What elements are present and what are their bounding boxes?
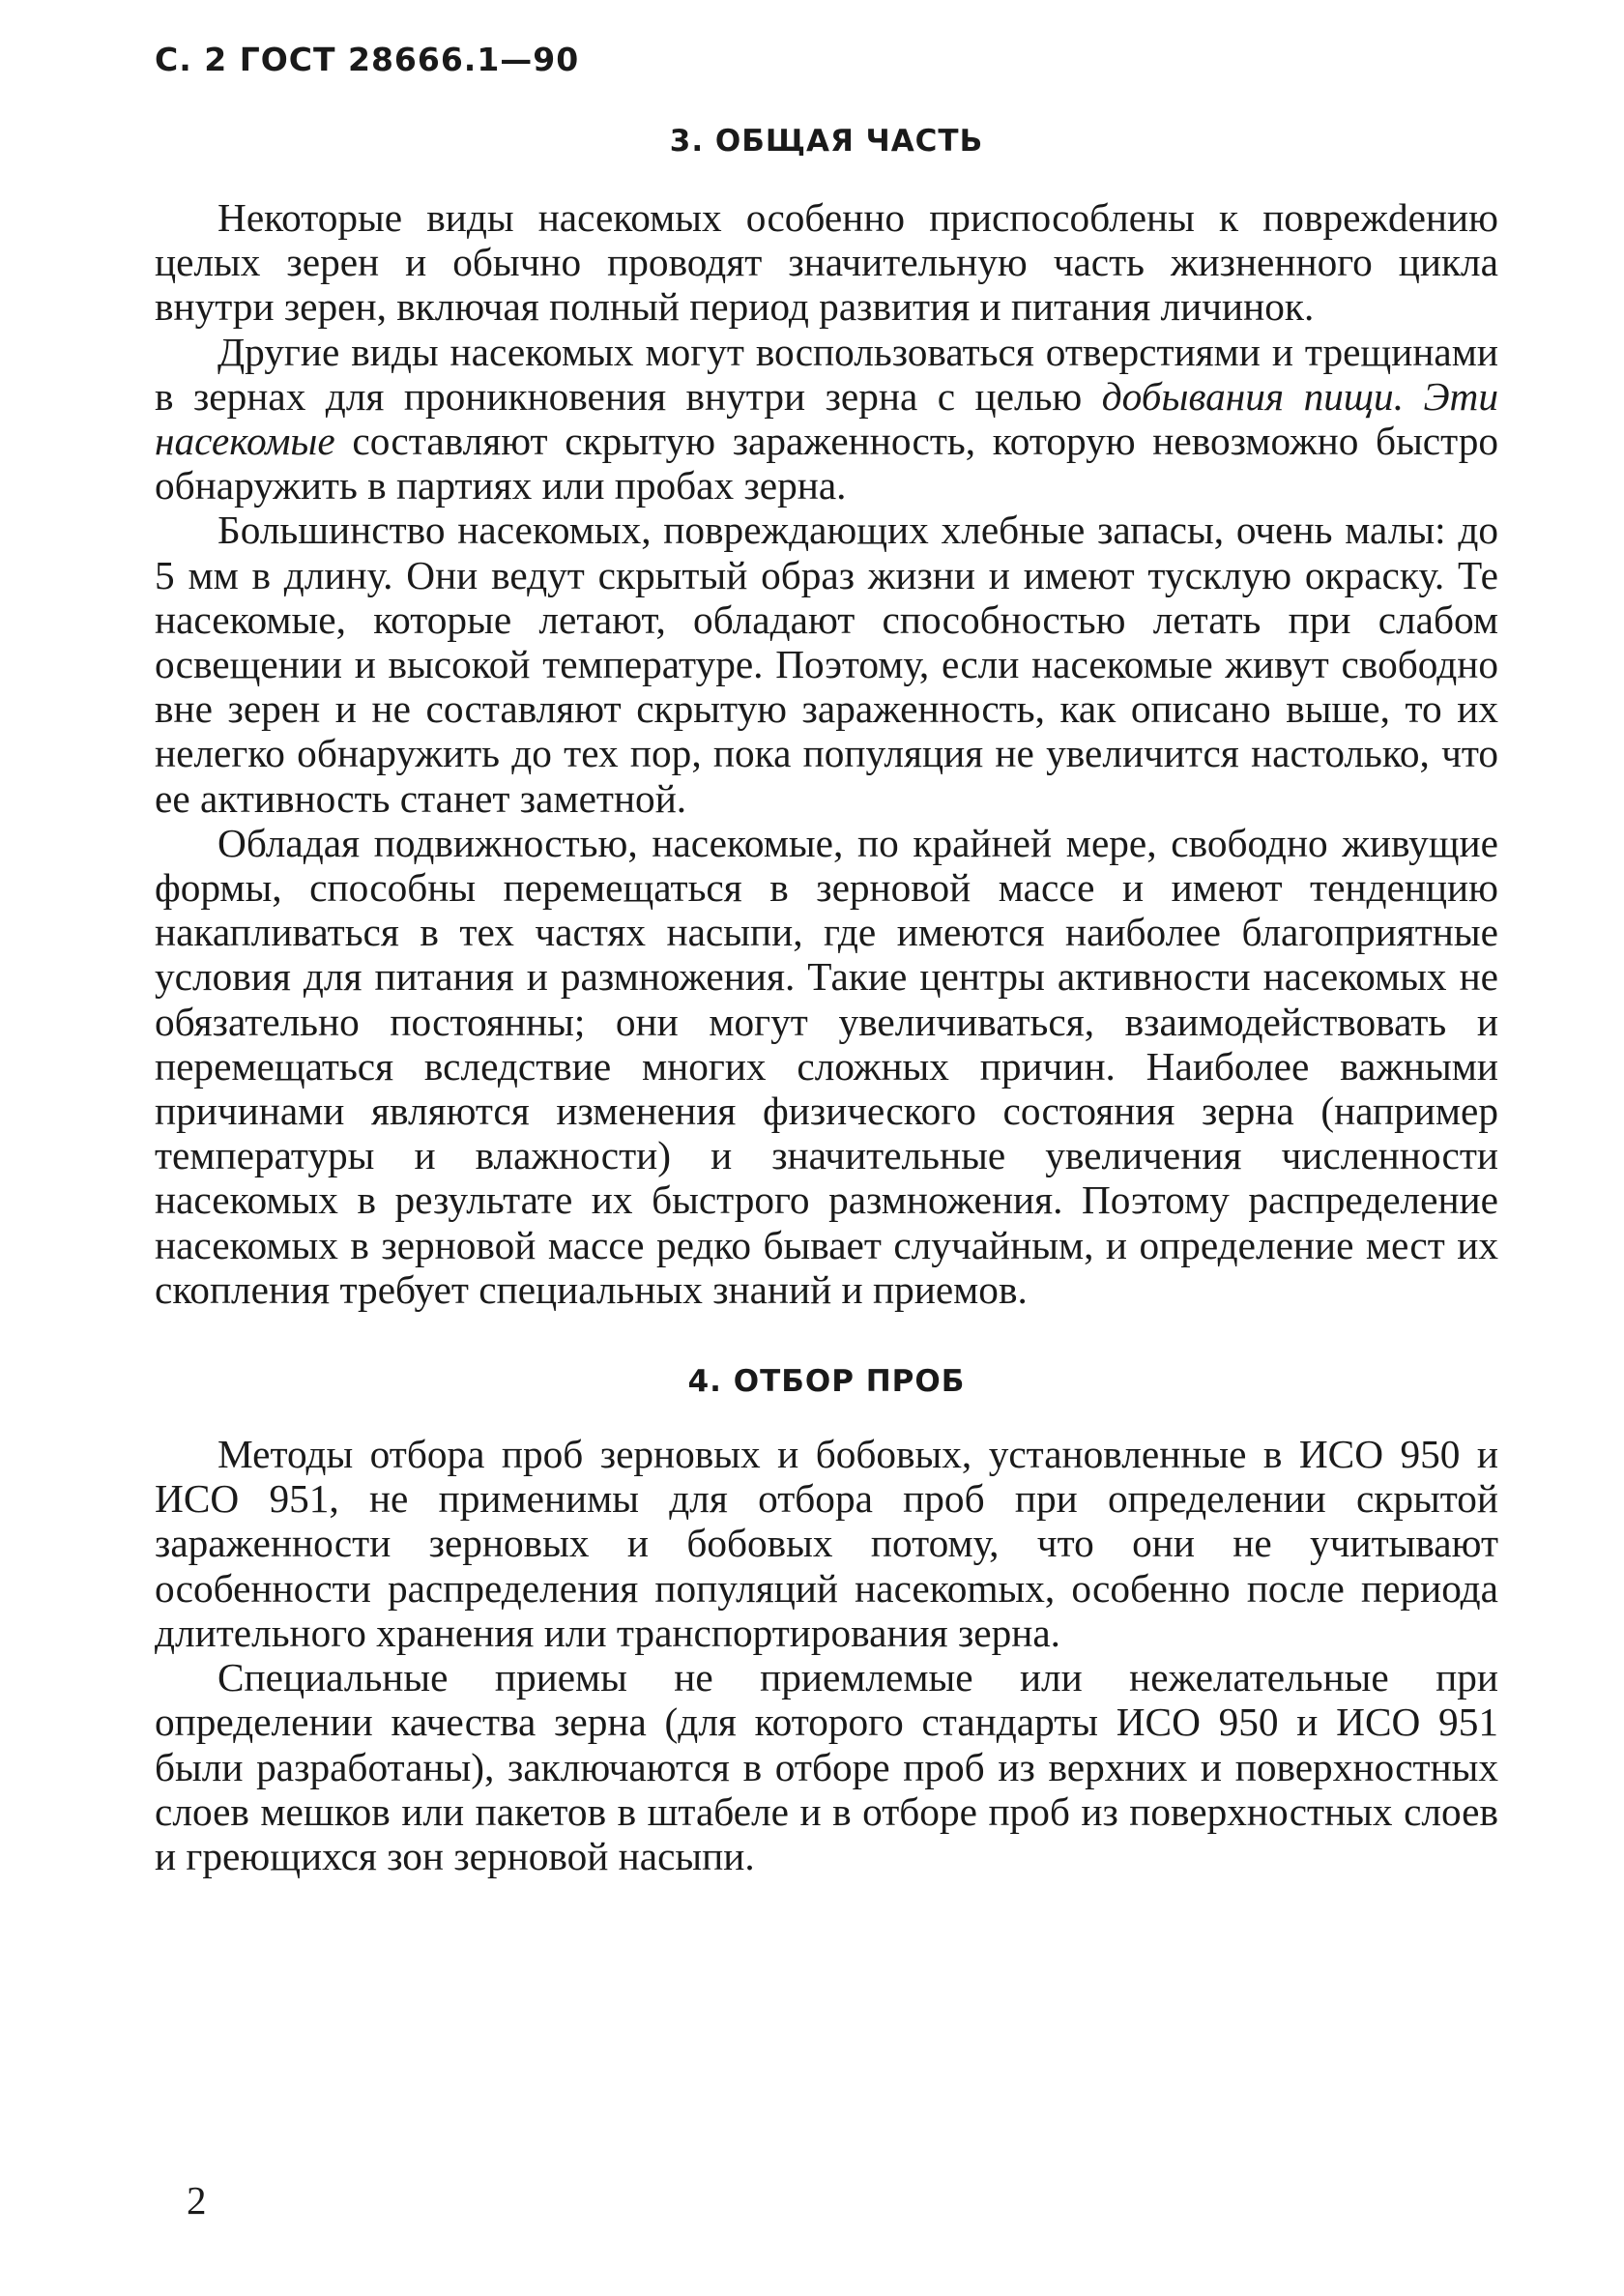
section-3-paragraph-3: Большинство насекомых, повреждающих хлебные запасы, очень малы: до 5 мм в длину. Они ведут скрытый образ жизни и имеют тусклую окраску. Те насекомые, которые летают, обладают способностью летать при слабом освещении и высокой температуре. Поэтому, если насекомые живут свободно вне зерен и не составляют скрытую зараженность, как описано выше, то их нелегко обнаружить до тех пор, пока популяция не увеличится настолько, что ее активность станет заметной. (155, 508, 1498, 821)
section-4-paragraph-2: Специальные приемы не приемлемые или нежелательные при определении качества зерна (для которого стандарты ИСО 950 и ИСО 951 были разработаны), заключаются в отборе проб из верхних и поверхностных слоев мешков или пакетов в штабеле и в отборе проб из поверхностных слоев и греющихся зон зерновой насыпи. (155, 1655, 1498, 1878)
body-text (155, 124, 1498, 1878)
paragraph-text: Другие виды насекомых могут воспользоваться отверстиями и трещинами в зернах для проникновения внутри зерна с целью (155, 329, 1498, 419)
paragraph-text: составляют скрытую зараженность, которую невозможно быстро обнаружить в партиях или пробах зерна. (155, 419, 1498, 509)
section-3-paragraph-2 (155, 330, 1498, 509)
section-4-title: 4. ОТБОР ПРОБ (687, 1364, 966, 1400)
italic-text: добывания пищи. Эти насекомые (155, 373, 1498, 464)
section-4-paragraph-1: Методы отбора проб зерновых и бобовых, установленные в ИСО 950 и ИСО 951, не применимы для отбора проб при определении скрытой зараженности зерновых и бобовых потому, что они не учитывают особенности распределения популяций насекоmых, особенно после периода длительного хранения или транспортирования зерна. (155, 1432, 1498, 1655)
running-header: С. 2 ГОСТ 28666.1—90 (155, 41, 580, 78)
section-3-paragraph-1: Некоторые виды насекомых особенно приспособлены к поврежdению целых зерен и обычно проводят значительную часть жизненного цикла внутри зерен, включая полный период развития и питания личинок. (155, 195, 1498, 330)
page-number: 2 (187, 2178, 207, 2223)
section-3-paragraph-4: Обладая подвижностью, насекомые, по крайней мере, свободно живущие формы, способны перемещаться в зерновой массе и имеют тенденцию накапливаться в тех частях насыпи, где имеются наиболее благоприятные условия для питания и размножения. Такие центры активности насекомых не обязательно постоянны; они могут увеличиваться, взаимодействовать и перемещаться вследствие многих сложных причин. Наиболее важными причинами являются изменения физического состояния зерна (например температуры и влажности) и значительные увеличения численности насекомых в результате их быстрого размножения. Поэтому распределение насекомых в зерновой массе редко бывает случайным, и определение мест их скопления требует специальных знаний и приемов. (155, 820, 1498, 1312)
section-3-title: 3. ОБЩАЯ ЧАСТЬ (669, 124, 984, 159)
